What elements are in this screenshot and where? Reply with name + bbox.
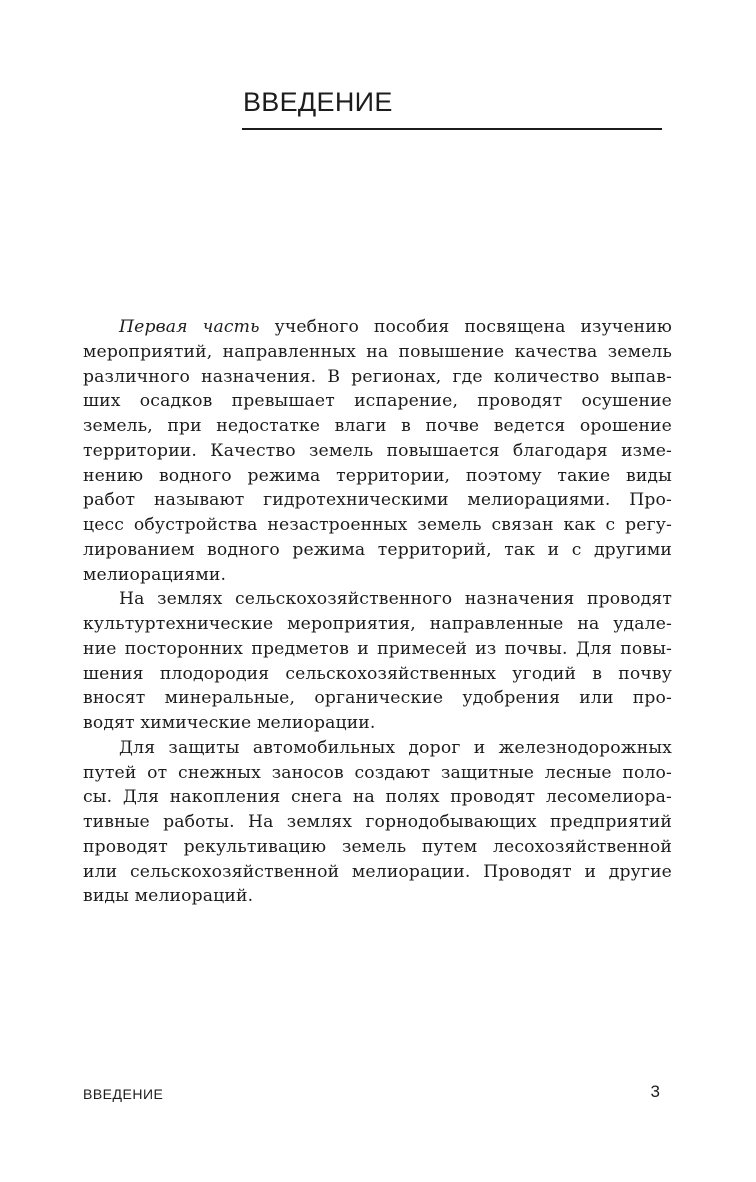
- text-line: виды мелиораций.: [83, 886, 254, 907]
- text-line: водят химические мелиорации.: [83, 713, 376, 733]
- paragraph-2: [83, 587, 672, 736]
- text-line: шения плодородия сельскохозяйственных угодий в почву: [83, 663, 672, 684]
- paragraph-3: [83, 736, 672, 909]
- text-line: [83, 315, 672, 340]
- italic-lead: Первая часть: [119, 317, 260, 337]
- body-text: [83, 315, 672, 909]
- text-line: тивные работы. На землях горнодобывающих предприятий: [83, 812, 672, 832]
- running-head: ВВЕДЕНИЕ: [83, 1086, 164, 1102]
- text-line: вносят минеральные, органические удобрения или про-: [83, 688, 672, 709]
- text-line: нению водного режима территории, поэтому такие виды: [83, 465, 672, 486]
- text-line: цесс обустройства незастроенных земель связан как с регу-: [83, 515, 672, 535]
- paragraph-1: [83, 315, 672, 587]
- text-line: Для защиты автомобильных дорог и железнодорожных: [119, 737, 672, 758]
- text-line: лированием водного режима территорий, так и с другими: [83, 539, 672, 560]
- text-line: территории. Качество земель повышается благодаря изме-: [83, 440, 672, 461]
- text-line: сы. Для накопления снега на полях проводят лесомелиора-: [83, 787, 672, 808]
- text-line: культуртехнические мероприятия, направленные на удале-: [83, 614, 672, 634]
- chapter-title: ВВЕДЕНИЕ: [243, 87, 393, 117]
- text-line: На землях сельскохозяйственного назначения проводят: [119, 589, 672, 610]
- text-fragment: учебного пособия посвящена изучению: [259, 317, 672, 337]
- text-line: земель, при недостатке влаги в почве ведется орошение: [83, 416, 672, 436]
- text-line: проводят рекультивацию земель путем лесохозяйственной: [83, 836, 672, 857]
- title-underline: [242, 128, 662, 130]
- text-line: работ называют гидротехническими мелиорациями. Про-: [83, 490, 672, 511]
- page-number: 3: [650, 1082, 660, 1101]
- text-line: путей от снежных заносов создают защитные лесные поло-: [83, 762, 672, 783]
- text-line: ших осадков превышает испарение, проводят осушение: [83, 391, 672, 412]
- text-line: или сельскохозяйственной мелиорации. Проводят и другие: [83, 861, 672, 882]
- text-line: ние посторонних предметов и примесей из почвы. Для повы-: [83, 638, 672, 659]
- text-line: мероприятий, направленных на повышение качества земель: [83, 341, 672, 362]
- text-line: мелиорациями.: [83, 564, 227, 585]
- text-line: различного назначения. В регионах, где количество выпав-: [83, 366, 672, 387]
